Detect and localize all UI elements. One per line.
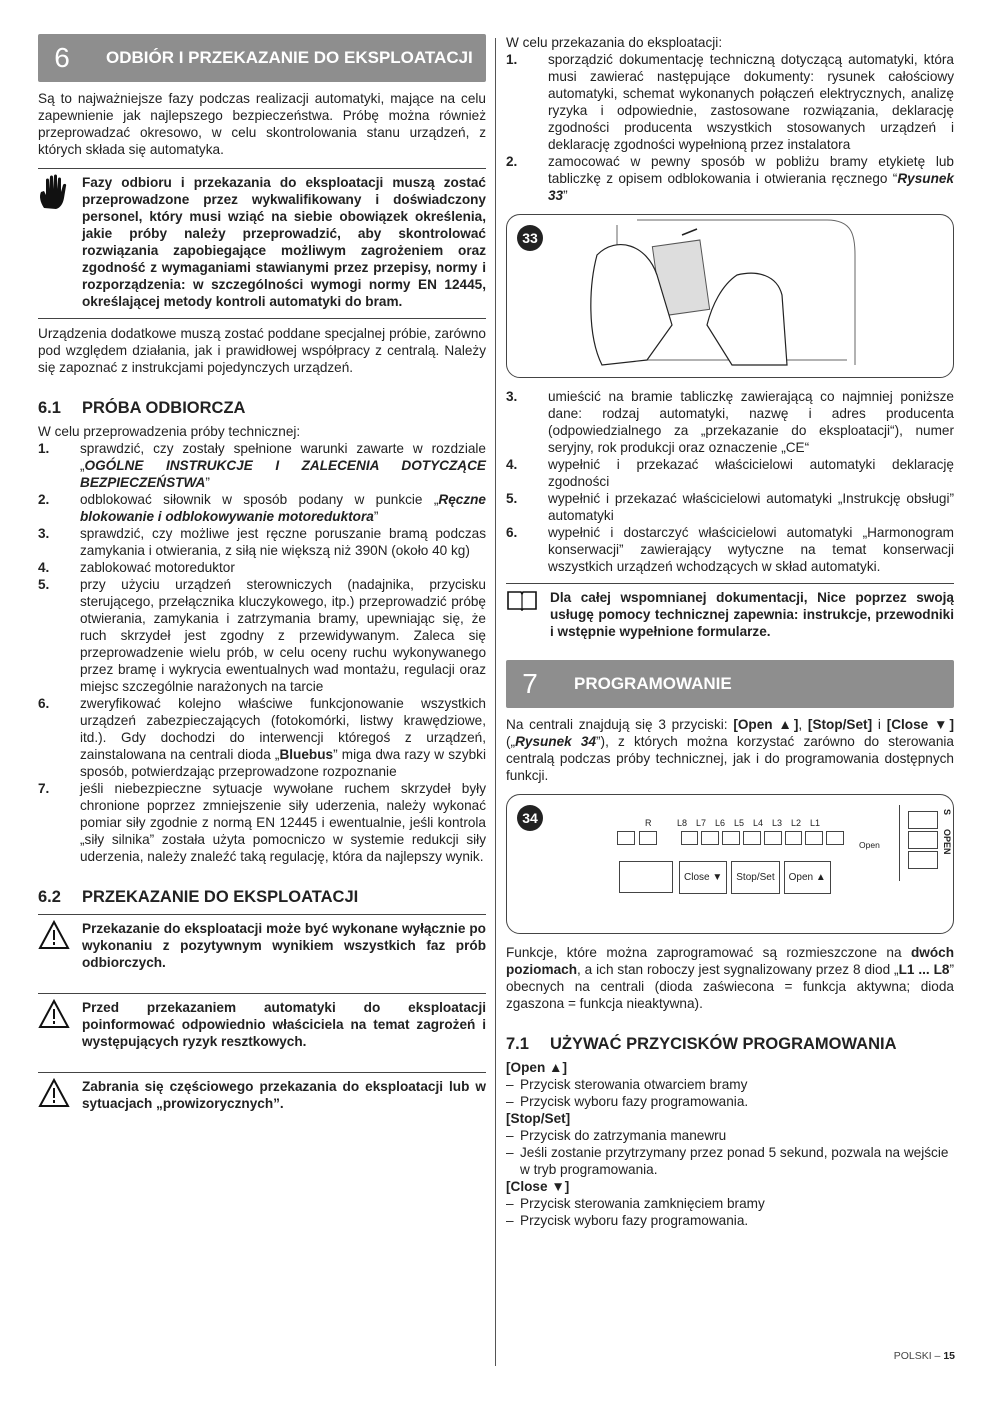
close-items [506, 1195, 954, 1229]
led-label: L4 [753, 818, 764, 828]
list-item: 6. zweryfikować kolejno właściwe funkcjonowanie wszystkich urządzeń zabezpieczających (fotokomórki, listwy krawędziowe, itd.). Gdy dochodzi do interwencji któregoś z urządzeń, zainstalowana na centrali dioda „Bluebus” miga dwa razy w szybki sposób, potwierdzając przeprowadzone rozpoznanie [38, 696, 486, 779]
s-label: S [942, 809, 952, 816]
open-items [506, 1076, 954, 1110]
stop-set-button[interactable]: Stop/Set [731, 861, 779, 894]
section-6-intro: Są to najważniejsze fazy podczas realizacji automatyki, mające na celu zapewnienie jak najlepszego bezpieczeństwa. Próbę można również przeprowadzać okresowo, w celu skontrolowania stanu urządzeń, z których składa się automatyka. [38, 91, 486, 157]
figure-34 [506, 794, 954, 934]
label-r: R [645, 818, 652, 828]
stop-label: [Stop/Set] [506, 1111, 571, 1126]
terminal-block [899, 805, 952, 881]
open-button[interactable]: Open ▲ [784, 861, 831, 894]
led-label: L5 [734, 818, 745, 828]
hand-notice-text: Fazy odbioru i przekazania do eksploatacji muszą zostać przeprowadzone przez wykwalifikowany i doświadczony personel, który musi wziąć na siebie obowiązek określenia, jakie próby należy przeprowadzić, aby skontrolować rozwiązania zapobiegające możliwym zagrożeniem oraz zgodność z wymaganiami stawianymi przez przepisy, normy i rozporządzenia: w szczególności wymogi normy EN 12445, określającej metody kontroli automatyki do bram. [82, 175, 486, 309]
section-6-extra: Urządzenia dodatkowe muszą zostać poddane specjalnej próbie, zarówno pod względem działania, jak i prawidłowej współpracy z centralą. Należy się zapoznać z instrukcjami pojedynczych urządzeń. [38, 318, 486, 376]
hand-icon [38, 174, 82, 310]
section-number: 7 [522, 668, 538, 699]
close-button[interactable]: Close ▼ [679, 861, 727, 894]
list-item: – Przycisk wyboru fazy programowania. [506, 1093, 954, 1110]
list-item: 3. umieścić na bramie tabliczkę zawierającą co najmniej poniższe dane: rodzaj automatyki, nazwę i adres producenta (odpowiedzialnego za „przekazanie do eksploatacji“), numer seryjny, rok produkcji oraz oznaczenie „CE“ [506, 389, 954, 455]
list-item: – Przycisk sterowania zamknięciem bramy [506, 1195, 954, 1212]
led-label: L1 [810, 818, 821, 828]
s61-lead: W celu przeprowadzenia próby technicznej: [38, 424, 301, 439]
list-item: 3. sprawdzić, czy możliwe jest ręczne poruszanie bramą podczas zamykania i otwierania, z siłą nie większą niż 390N (około 40 kg) [38, 526, 486, 558]
figure-number: 33 [517, 225, 543, 251]
led-label: L7 [696, 818, 707, 828]
led-row [677, 815, 829, 832]
book-icon [506, 589, 550, 640]
led-label: L3 [772, 818, 783, 828]
hands-on-label-illustration [507, 215, 953, 377]
open-label: [Open ▲] [506, 1060, 568, 1075]
subsection-7-1-heading [506, 1036, 954, 1053]
book-notice-text: Dla całej wspomnianej dokumentacji, Nice poprzez swoją usługę pomocy technicznej zapewnia: instrukcje, przewodniki i wstępnie wypełnione formularze. [550, 590, 954, 639]
subsection-6-2-heading [38, 889, 486, 906]
levels-paragraph: Funkcje, które można zaprogramować są rozmieszczone na dwóch poziomach, a ich stan roboczy jest sygnalizowany przez 8 diod „L1 ... L8” obecnych na centrali (dioda zaświecona = funkcja aktywna; dioda zgaszona = funkcja nieaktywna). [506, 945, 954, 1011]
blank-button [619, 861, 673, 893]
subsection-6-1-heading [38, 400, 486, 417]
list-item: 2. zamocować w pewny sposób w pobliżu bramy etykietę lub tabliczkę z opisem odblokowania i otwierania ręcznego “Rysunek 33” [506, 154, 954, 203]
warning-icon [38, 1078, 82, 1112]
section-6-header [38, 34, 486, 82]
book-notice [506, 583, 954, 640]
figure-33 [506, 214, 954, 378]
subsection-number: 6.1 [38, 399, 61, 417]
list-item: 7. jeśli niebezpieczne sytuacje wywołane ruchem skrzydeł były chronione poprzez zmniejszenie siły uderzenia, należy wykonać pomiar siły zgodnie z normą EN 12445 i ewentualnie, jeśli kontrola „siły silnika” została użyta pomocniczo w systemie redukcji siły uderzenia, należy znaleźć taką regulację, która da najlepszy wynik. [38, 781, 486, 864]
led-label: L8 [677, 818, 688, 828]
hand-notice [38, 168, 486, 310]
list-item: – Przycisk do zatrzymania manewru [506, 1127, 954, 1144]
right-lead: W celu przekazania do eksploatacji: [506, 35, 723, 50]
right-column [506, 34, 954, 1229]
list-item: 1. sporządzić dokumentację techniczną dotyczącą automatyki, która musi zawierać następujące dokumenty: rysunek całościowy automatyki, schemat wykonanych połączeń elektrycznych, analizę ryzyka i odpowiednie, zastosowane rozwiązania, deklarację zgodności producenta wszystkich stosowanych urządzeń i deklarację zgodności wypełnioną przez instalatora [506, 52, 954, 152]
subsection-number: 7.1 [506, 1035, 529, 1053]
subsection-title: PRÓBA ODBIORCZA [82, 399, 246, 417]
led-boxes [617, 831, 844, 845]
open-vertical-label: OPEN [942, 829, 952, 855]
s61-list [38, 440, 486, 865]
list-item: – Jeśli zostanie przytrzymany przez ponad 5 sekund, pozwala na wejście w tryb programowania. [506, 1144, 954, 1178]
list-item: 1. sprawdzić, czy zostały spełnione warunki zawarte w rozdziale „OGÓLNE INSTRUKCJE I ZALECENIA DOTYCZĄCE BEZPIECZEŃSTWA” [38, 441, 486, 490]
list-item: 5. przy użyciu urządzeń sterowniczych (nadajnika, przycisku sterującego, przełącznika kluczykowego, itp.) przeprowadzić próbę otwierania, zamykania i zatrzymania bramy, upewniając się, że ruch skrzydeł jest zgodny z przewidywanym. Zaleca się przeprowadzenie wielu prób, w celu oceny ruchu wykonywanego przez bramę i wykrycia ewentualnych wad montażu, regulacji oraz miejsc szczególnie narażonych na tarcie [38, 577, 486, 694]
section-7-intro: Na centrali znajdują się 3 przyciski: [Open ▲], [Stop/Set] i [Close ▼] („Rysunek 34”), z których można korzystać zarówno do sterowania centralą podczas próby technicznej, jak i do programowania dostępnych funkcji. [506, 717, 954, 783]
list-item: 6. wypełnić i dostarczyć właścicielowi automatyki „Harmonogram konserwacji” zawierający wytyczne na temat konserwacji wszystkich urządzeń wchodzących w skład automatyki. [506, 525, 954, 574]
list-item: 5. wypełnić i przekazać właścicielowi automatyki „Instrukcję obsługi” automatyki [506, 491, 954, 523]
open-small-label: Open [859, 840, 880, 850]
handover-list-a [506, 51, 954, 204]
section-number: 6 [54, 42, 70, 73]
section-7-header [506, 660, 954, 708]
led-label: L6 [715, 818, 726, 828]
warning-2 [38, 993, 486, 1050]
handover-list-b [506, 388, 954, 575]
stop-items [506, 1127, 954, 1178]
warning-text: Przekazanie do eksploatacji może być wykonane wyłącznie po wykonaniu z pozytywnym wynikiem wszystkich faz prób odbiorczych. [82, 921, 486, 970]
left-column [38, 34, 486, 1112]
warning-text: Zabrania się częściowego przekazania do eksploatacji lub w sytuacjach „prowizorycznych”. [82, 1079, 486, 1111]
led-label: L2 [791, 818, 802, 828]
subsection-title: PRZEKAZANIE DO EKSPLOATACJI [82, 888, 359, 906]
warning-3 [38, 1072, 486, 1112]
list-item: 4. wypełnić i przekazać właścicielowi automatyki deklarację zgodności [506, 457, 954, 489]
warning-icon [38, 999, 82, 1050]
section-title: PROGRAMOWANIE [574, 674, 732, 693]
page-footer: POLSKI – 15 [893, 1350, 955, 1362]
section-title: ODBIÓR I PRZEKAZANIE DO EKSPLOATACJI [106, 48, 473, 67]
list-item: 2. odblokować siłownik w sposób podany w punkcie „Ręczne blokowanie i odblokowywanie motoreduktora” [38, 492, 486, 524]
list-item: 4. zablokować motoreduktor [38, 560, 235, 575]
subsection-title: UŻYWAĆ PRZYCISKÓW PROGRAMOWANIA [550, 1035, 897, 1053]
list-item: – Przycisk wyboru fazy programowania. [506, 1212, 954, 1229]
button-row [679, 861, 831, 894]
column-divider [495, 38, 496, 1366]
warning-icon [38, 920, 82, 971]
warning-1 [38, 914, 486, 971]
subsection-number: 6.2 [38, 888, 61, 906]
figure-number: 34 [517, 805, 543, 831]
list-item: – Przycisk sterowania otwarciem bramy [506, 1076, 954, 1093]
close-label: [Close ▼] [506, 1179, 570, 1194]
warning-text: Przed przekazaniem automatyki do eksploatacji poinformować odpowiednio właściciela na temat zagrożeń i występujących ryzyk resztkowych. [82, 1000, 486, 1049]
